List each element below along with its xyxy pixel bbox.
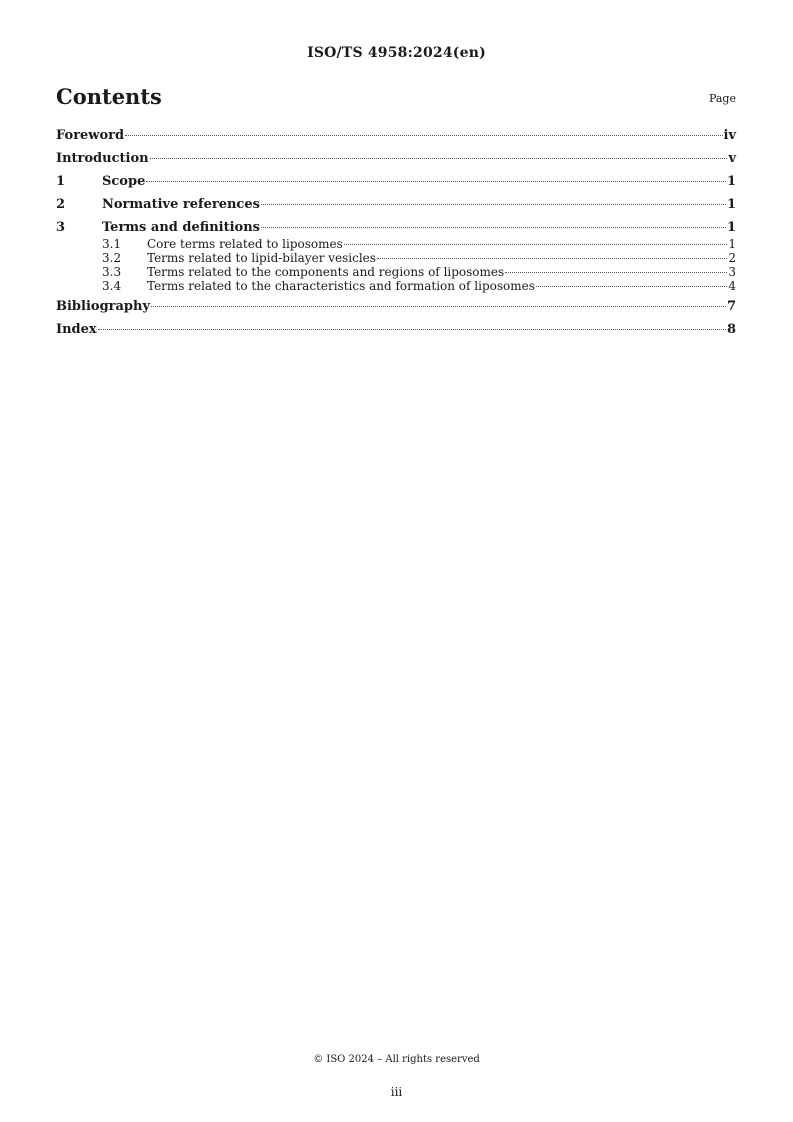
toc-entry-page: 1 bbox=[726, 220, 736, 235]
toc-entry-page: 1 bbox=[726, 197, 736, 212]
toc-subentry-number: 3.2 bbox=[102, 251, 122, 265]
copyright-footer: © ISO 2024 – All rights reserved bbox=[313, 1054, 480, 1065]
dot-leader bbox=[377, 258, 727, 259]
dot-leader bbox=[261, 227, 726, 228]
toc-entry-bibliography[interactable] bbox=[56, 299, 736, 315]
dot-leader bbox=[536, 286, 727, 287]
page-column-label: Page bbox=[708, 92, 736, 105]
toc-entry-terms-and-definitions[interactable] bbox=[56, 220, 736, 236]
toc-subentry-title: Terms related to the components and regions of liposomes bbox=[147, 265, 505, 279]
toc-entry-normative-references[interactable] bbox=[56, 197, 736, 213]
toc-entry-title: Introduction bbox=[56, 151, 149, 166]
toc-subentry-page: 4 bbox=[728, 279, 736, 293]
table-of-contents bbox=[56, 128, 736, 345]
toc-subentry-number: 3.1 bbox=[102, 237, 122, 251]
toc-entry-index[interactable] bbox=[56, 322, 736, 338]
toc-subentry-3-2[interactable] bbox=[56, 251, 736, 265]
dot-leader bbox=[261, 204, 726, 205]
toc-subentry-3-1[interactable] bbox=[56, 237, 736, 251]
toc-entry-page: iv bbox=[723, 128, 736, 143]
toc-subsections bbox=[56, 237, 736, 293]
dot-leader bbox=[146, 181, 726, 182]
toc-entry-page: 1 bbox=[726, 174, 736, 189]
toc-entry-introduction[interactable] bbox=[56, 151, 736, 167]
toc-subentry-3-4[interactable] bbox=[56, 279, 736, 293]
toc-entry-number: 1 bbox=[56, 174, 66, 189]
toc-subentry-page: 1 bbox=[728, 237, 736, 251]
contents-title: Contents bbox=[56, 84, 162, 109]
toc-entry-title: Normative references bbox=[102, 197, 260, 212]
dot-leader bbox=[125, 135, 722, 136]
toc-subentry-number: 3.3 bbox=[102, 265, 122, 279]
toc-subentry-3-3[interactable] bbox=[56, 265, 736, 279]
toc-entry-page: 8 bbox=[726, 322, 736, 337]
document-id-header: ISO/TS 4958:2024(en) bbox=[307, 45, 486, 61]
toc-entry-page: 7 bbox=[726, 299, 736, 314]
toc-entry-title: Scope bbox=[102, 174, 146, 189]
toc-entry-title: Index bbox=[56, 322, 97, 337]
dot-leader bbox=[151, 306, 726, 307]
toc-entry-title: Terms and definitions bbox=[102, 220, 260, 235]
toc-entry-title: Bibliography bbox=[56, 299, 151, 314]
toc-entry-scope[interactable] bbox=[56, 174, 736, 190]
toc-entry-title: Foreword bbox=[56, 128, 125, 143]
dot-leader bbox=[344, 244, 728, 245]
toc-subentry-page: 2 bbox=[728, 251, 736, 265]
dot-leader bbox=[98, 329, 726, 330]
toc-subentry-page: 3 bbox=[728, 265, 736, 279]
toc-subentry-title: Core terms related to liposomes bbox=[147, 237, 343, 251]
page-number: iii bbox=[390, 1085, 403, 1099]
toc-subentry-title: Terms related to lipid-bilayer vesicles bbox=[147, 251, 376, 265]
toc-entry-number: 3 bbox=[56, 220, 66, 235]
toc-entry-page: v bbox=[728, 151, 736, 166]
dot-leader bbox=[505, 272, 727, 273]
toc-subentry-title: Terms related to the characteristics and formation of liposomes bbox=[147, 279, 535, 293]
toc-subentry-number: 3.4 bbox=[102, 279, 122, 293]
dot-leader bbox=[150, 158, 728, 159]
toc-entry-number: 2 bbox=[56, 197, 66, 212]
toc-entry-foreword[interactable] bbox=[56, 128, 736, 144]
